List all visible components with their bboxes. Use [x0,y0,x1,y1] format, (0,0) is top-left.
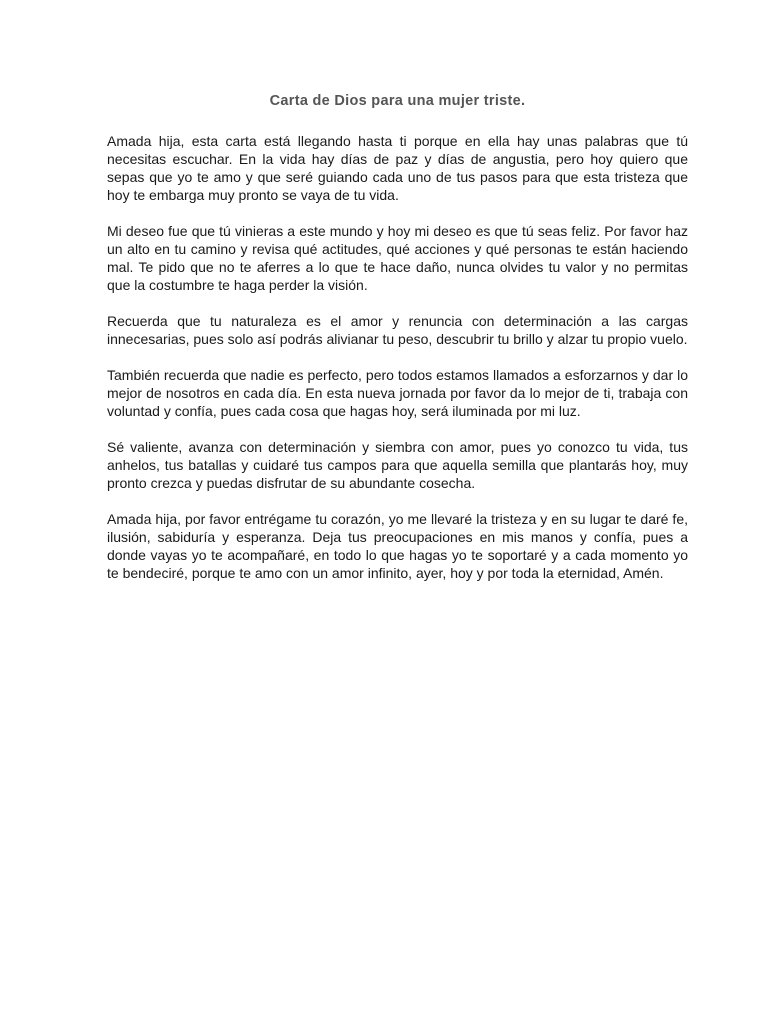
paragraph-5: Sé valiente, avanza con determinación y siembra con amor, pues yo conozco tu vida, tus anhelos, tus batallas y cuidaré tus campos para que aquella semilla que plantarás hoy, muy pronto crezca y puedas disfrutar de su abundante cosecha. [107,439,688,491]
paragraph-1: Amada hija, esta carta está llegando hasta ti porque en ella hay unas palabras que tú necesitas escuchar. En la vida hay días de paz y días de angustia, pero hoy quiero que sepas que yo te amo y que seré guiando cada uno de tus pasos para que esta tristeza que hoy te embarga muy pronto se vaya de tu vida. [107,133,688,203]
document-title: Carta de Dios para una mujer triste. [269,93,526,109]
paragraph-2: Mi deseo fue que tú vinieras a este mundo y hoy mi deseo es que tú seas feliz. Por favor haz un alto en tu camino y revisa qué actitudes, qué acciones y qué personas te están haciendo mal. Te pido que no te aferres a lo que te hace daño, nunca olvides tu valor y no permitas que la costumbre te haga perder la visión. [107,223,688,293]
paragraph-4: También recuerda que nadie es perfecto, pero todos estamos llamados a esforzarnos y dar lo mejor de nosotros en cada día. En esta nueva jornada por favor da lo mejor de ti, trabaja con voluntad y confía, pues cada cosa que hagas hoy, será iluminada por mi luz. [107,367,688,419]
document-page [107,92,688,600]
paragraph-6: Amada hija, por favor entrégame tu corazón, yo me llevaré la tristeza y en su lugar te daré fe, ilusión, sabiduría y esperanza. Deja tus preocupaciones en mis manos y confía, pues a donde vayas yo te acompañaré, en todo lo que hagas yo te soportaré y a cada momento yo te bendeciré, porque te amo con un amor infinito, ayer, hoy y por toda la eternidad, Amén. [107,511,688,581]
paragraph-3: Recuerda que tu naturaleza es el amor y renuncia con determinación a las cargas innecesarias, pues solo así podrás alivianar tu peso, descubrir tu brillo y alzar tu propio vuelo. [107,313,688,347]
